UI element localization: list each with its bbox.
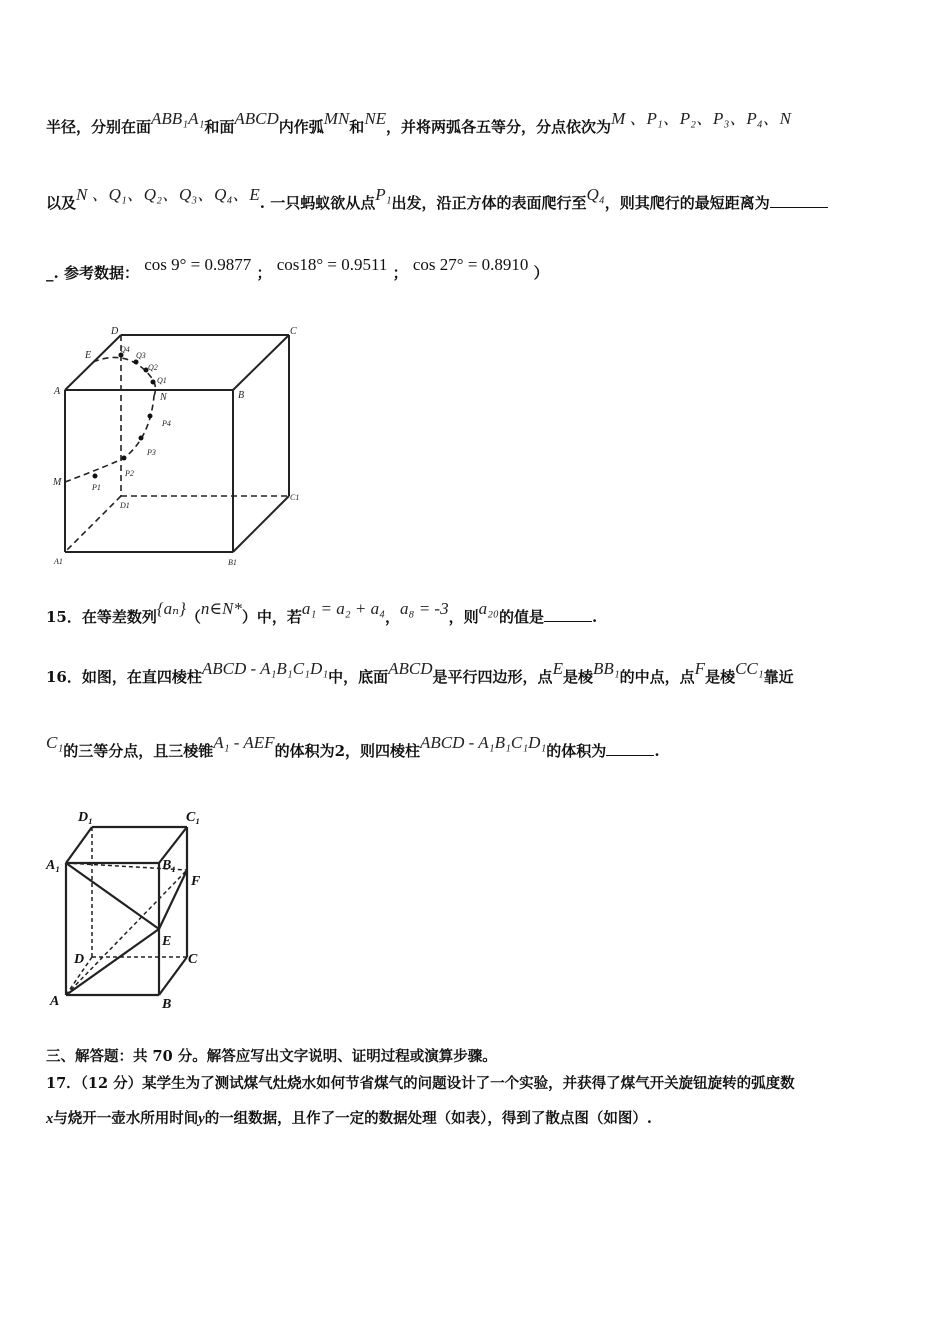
label-a: A <box>54 386 61 397</box>
label-m: M <box>53 477 62 488</box>
label-b: B <box>162 997 172 1012</box>
math-start-point: P₁ <box>375 185 392 204</box>
math-point-c1: C₁ <box>46 733 64 752</box>
point-q1 <box>151 380 156 385</box>
math-condition: n∈N* <box>200 599 242 618</box>
q14-text: 以及 <box>46 194 77 212</box>
label-d1: D₁ <box>78 810 93 825</box>
q16-text: 是棱 <box>562 668 593 686</box>
segment-a1e <box>66 863 159 929</box>
q14-line1 <box>46 109 791 137</box>
label-p2: P2 <box>125 469 134 478</box>
var-y: y <box>198 1111 205 1127</box>
q14-text: ，则其爬行的最短距离为 <box>604 194 770 212</box>
q14-text: ，并将两弧各五等分，分点依次为 <box>386 118 612 136</box>
q17-line1: 17．（12 分）某学生为了测试煤气灶烧水如何节省煤气的问题设计了一个实验，并获得了煤气开关旋钮旋转的弧度数 <box>46 1075 795 1092</box>
math-prism: ABCD - A₁B₁C₁D₁ <box>420 733 547 752</box>
label-q3: Q3 <box>136 351 146 360</box>
math-point-e: E <box>552 659 563 678</box>
answer-blank <box>770 207 828 208</box>
q16-text: 的三等分点，且三棱锥 <box>63 742 214 760</box>
ref-cos18: cos18° = 0.9511 <box>276 255 388 274</box>
math-edge-bb1: BB₁ <box>592 659 620 678</box>
q14-text: . 一只蚂蚁欲从点 <box>259 194 376 212</box>
q14-text: 内作弧 <box>278 118 324 136</box>
label-q2: Q2 <box>148 363 158 372</box>
math-face-abb1a1: ABB₁A₁ <box>151 109 205 128</box>
cube-edge <box>233 335 289 390</box>
section-heading: 三、解答题：共 70 分。解答应写出文字说明、证明过程或演算步骤。 <box>46 1048 497 1065</box>
q16-text: 的中点，点 <box>619 668 695 686</box>
label-p3: P3 <box>147 448 156 457</box>
label-b1: B1 <box>228 558 237 567</box>
label-a1: A1 <box>54 557 63 566</box>
q15-text: . <box>591 608 598 626</box>
label-c: C <box>290 326 297 337</box>
math-base: ABCD <box>388 659 433 678</box>
label-d: D <box>111 326 119 337</box>
label-e: E <box>85 350 92 361</box>
label-q4: Q4 <box>120 345 130 354</box>
q15-text: （ <box>185 608 201 626</box>
q14-text: 和面 <box>204 118 235 136</box>
q15-text: 的值是 <box>498 608 544 626</box>
hidden-edge <box>65 496 121 552</box>
segment-af <box>66 870 187 995</box>
math-equation-2: a₈ = -3 <box>400 599 449 618</box>
math-arc-ne: NE <box>364 109 387 128</box>
label-c: C <box>188 952 198 967</box>
prism-edge <box>66 827 92 863</box>
cube-figure <box>40 320 320 570</box>
prism-edge <box>159 957 187 995</box>
prism-figure <box>44 795 224 1015</box>
label-c1: C1 <box>290 493 300 502</box>
segment-ef <box>159 870 187 929</box>
math-equation-1: a₁ = a₂ + a₄ <box>301 599 386 618</box>
q16-line2 <box>46 733 660 761</box>
q16-text: 16．如图，在直四棱柱 <box>46 668 202 686</box>
q16-text: 是棱 <box>705 668 736 686</box>
point-p1 <box>93 474 98 479</box>
q14-line3 <box>46 255 549 283</box>
q16-text: 的体积为 <box>546 742 607 760</box>
math-term-a20: a₂₀ <box>478 599 499 618</box>
q14-text: 和 <box>349 118 365 136</box>
ref-cos27: cos 27° = 0.8910 <box>412 255 529 274</box>
math-arc-mn: MN <box>323 109 350 128</box>
q14-line2 <box>46 185 828 213</box>
point-p4 <box>148 414 153 419</box>
cube-edge <box>65 335 121 390</box>
label-a1: A₁ <box>46 858 61 873</box>
cube-edge <box>233 496 289 552</box>
q16-text: 靠近 <box>763 668 794 686</box>
q16-line1 <box>46 659 794 687</box>
point-p3 <box>139 436 144 441</box>
math-sequence: {aₙ} <box>156 599 186 618</box>
q15-text: 15．在等差数列 <box>46 608 157 626</box>
label-p4: P4 <box>162 419 171 428</box>
label-e: E <box>162 934 172 949</box>
math-end-point: Q₄ <box>586 185 605 204</box>
label-p1: P1 <box>92 483 101 492</box>
separator: ； <box>392 264 408 282</box>
math-edge-cc1: CC₁ <box>735 659 764 678</box>
q17-line2 <box>46 1107 652 1128</box>
answer-blank <box>606 755 654 756</box>
q17-text: 的一组数据，且作了一定的数据处理（如表），得到了散点图（如图）. <box>204 1110 652 1127</box>
label-b1: B₁ <box>162 858 177 873</box>
label-b: B <box>238 390 245 401</box>
q16-text: 的体积为2，则四棱柱 <box>274 742 421 760</box>
label-c1: C₁ <box>186 810 201 825</box>
label-a: A <box>50 994 60 1009</box>
point-p2 <box>122 456 127 461</box>
answer-blank <box>544 621 592 622</box>
q14-text: 出发，沿正方体的表面爬行至 <box>391 194 587 212</box>
q16-text: 是平行四边形，点 <box>432 668 553 686</box>
label-f: F <box>191 874 201 889</box>
math-points-p: M 、P₁、P₂、P₃、P₄、N <box>611 109 791 128</box>
q15-text: ）中，若 <box>241 608 302 626</box>
q14-text: 半径，分别在面 <box>46 118 152 136</box>
math-face-abcd: ABCD <box>234 109 279 128</box>
math-prism: ABCD - A₁B₁C₁D₁ <box>201 659 329 678</box>
q16-text: 中，底面 <box>328 668 389 686</box>
separator: ； <box>256 264 272 282</box>
q15-line <box>46 599 598 627</box>
point-q3 <box>134 360 139 365</box>
q14-text: ） <box>533 264 549 282</box>
q16-text: . <box>654 742 660 760</box>
var-x: x <box>46 1111 54 1127</box>
q15-text: ， <box>385 608 401 626</box>
q15-text: ，则 <box>448 608 479 626</box>
label-n: N <box>160 392 167 403</box>
math-points-q: N 、Q₁、Q₂、Q₃、Q₄、E <box>76 185 260 204</box>
q14-text: _. 参考数据： <box>46 264 139 282</box>
math-point-f: F <box>694 659 706 678</box>
math-pyramid: A₁ - AEF <box>213 733 275 752</box>
q17-text: 与烧开一壶水所用时间 <box>53 1110 199 1127</box>
label-q1: Q1 <box>157 376 167 385</box>
label-d: D <box>74 952 85 967</box>
ref-cos9: cos 9° = 0.9877 <box>144 255 252 274</box>
label-d1: D1 <box>120 501 130 510</box>
